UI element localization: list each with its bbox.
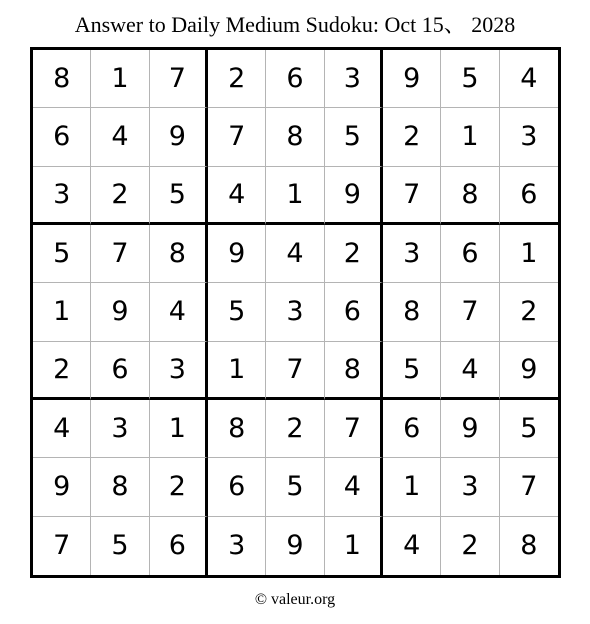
sudoku-cell[interactable]: 8 [441, 167, 499, 225]
sudoku-cell[interactable]: 1 [383, 458, 441, 516]
sudoku-cell[interactable]: 6 [441, 225, 499, 283]
sudoku-cell[interactable]: 2 [208, 50, 266, 108]
sudoku-cell[interactable]: 2 [91, 167, 149, 225]
sudoku-cell[interactable]: 9 [500, 342, 558, 400]
sudoku-cell[interactable]: 5 [208, 283, 266, 341]
copyright-footer: © valeur.org [254, 591, 336, 608]
sudoku-cell[interactable]: 5 [33, 225, 91, 283]
sudoku-cell[interactable]: 4 [150, 283, 208, 341]
sudoku-cell[interactable]: 5 [325, 108, 383, 166]
sudoku-cell[interactable]: 1 [325, 517, 383, 575]
sudoku-board [30, 47, 561, 578]
sudoku-cell[interactable]: 2 [266, 400, 324, 458]
sudoku-cell[interactable]: 8 [325, 342, 383, 400]
sudoku-cell[interactable]: 6 [208, 458, 266, 516]
sudoku-cell[interactable]: 9 [266, 517, 324, 575]
sudoku-cell[interactable]: 3 [91, 400, 149, 458]
sudoku-cell[interactable]: 8 [208, 400, 266, 458]
sudoku-cell[interactable]: 7 [325, 400, 383, 458]
sudoku-cell[interactable]: 6 [500, 167, 558, 225]
sudoku-cell[interactable]: 7 [91, 225, 149, 283]
sudoku-cell[interactable]: 5 [150, 167, 208, 225]
sudoku-cell[interactable]: 5 [383, 342, 441, 400]
sudoku-cell[interactable]: 1 [208, 342, 266, 400]
sudoku-cell[interactable]: 4 [383, 517, 441, 575]
sudoku-cell[interactable]: 7 [441, 283, 499, 341]
sudoku-cell[interactable]: 2 [441, 517, 499, 575]
sudoku-cell[interactable]: 4 [500, 50, 558, 108]
sudoku-cell[interactable]: 7 [266, 342, 324, 400]
sudoku-cell[interactable]: 3 [441, 458, 499, 516]
sudoku-cell[interactable]: 5 [500, 400, 558, 458]
sudoku-cell[interactable]: 3 [383, 225, 441, 283]
sudoku-cell[interactable]: 4 [441, 342, 499, 400]
sudoku-cell[interactable]: 6 [266, 50, 324, 108]
sudoku-cell[interactable]: 8 [383, 283, 441, 341]
sudoku-cell[interactable]: 1 [266, 167, 324, 225]
sudoku-cell[interactable]: 9 [33, 458, 91, 516]
sudoku-cell[interactable]: 3 [33, 167, 91, 225]
sudoku-cell[interactable]: 3 [500, 108, 558, 166]
sudoku-cell[interactable]: 1 [91, 50, 149, 108]
sudoku-cell[interactable]: 5 [441, 50, 499, 108]
sudoku-cell[interactable]: 1 [500, 225, 558, 283]
sudoku-cell[interactable]: 6 [325, 283, 383, 341]
sudoku-cell[interactable]: 1 [150, 400, 208, 458]
sudoku-cell[interactable]: 7 [500, 458, 558, 516]
sudoku-cell[interactable]: 8 [150, 225, 208, 283]
sudoku-cell[interactable]: 5 [266, 458, 324, 516]
sudoku-cell[interactable]: 1 [33, 283, 91, 341]
page-title: Answer to Daily Medium Sudoku: Oct 15、 2028 [74, 12, 516, 37]
sudoku-cell[interactable]: 8 [266, 108, 324, 166]
sudoku-cell[interactable]: 6 [383, 400, 441, 458]
sudoku-cell[interactable]: 7 [383, 167, 441, 225]
sudoku-cell[interactable]: 9 [441, 400, 499, 458]
sudoku-cell[interactable]: 4 [266, 225, 324, 283]
sudoku-cell[interactable]: 8 [520, 530, 538, 562]
sudoku-cell[interactable]: 2 [150, 458, 208, 516]
sudoku-cell[interactable]: 4 [91, 108, 149, 166]
sudoku-cell[interactable]: 9 [150, 108, 208, 166]
sudoku-cell[interactable]: 5 [91, 517, 149, 575]
sudoku-cell[interactable]: 7 [150, 50, 208, 108]
sudoku-cell[interactable]: 7 [33, 517, 91, 575]
sudoku-cell[interactable]: 2 [33, 342, 91, 400]
sudoku-cell[interactable]: 4 [325, 458, 383, 516]
sudoku-cell[interactable]: 9 [383, 50, 441, 108]
sudoku-cell[interactable]: 4 [208, 167, 266, 225]
sudoku-cell[interactable]: 6 [91, 342, 149, 400]
sudoku-cell[interactable]: 2 [325, 225, 383, 283]
sudoku-cell[interactable]: 6 [33, 108, 91, 166]
sudoku-cell[interactable]: 2 [500, 283, 558, 341]
sudoku-cell[interactable]: 9 [208, 225, 266, 283]
sudoku-cell[interactable]: 3 [150, 342, 208, 400]
sudoku-cell[interactable]: 7 [208, 108, 266, 166]
sudoku-cell[interactable]: 3 [325, 50, 383, 108]
sudoku-cell[interactable]: 8 [33, 50, 91, 108]
sudoku-cell[interactable]: 9 [325, 167, 383, 225]
sudoku-cell[interactable]: 4 [33, 400, 91, 458]
sudoku-cell[interactable]: 3 [208, 517, 266, 575]
sudoku-cell[interactable]: 3 [266, 283, 324, 341]
sudoku-cell[interactable]: 2 [383, 108, 441, 166]
sudoku-cell[interactable]: 9 [91, 283, 149, 341]
sudoku-cell[interactable]: 1 [441, 108, 499, 166]
sudoku-cell[interactable]: 6 [150, 517, 208, 575]
sudoku-cell[interactable]: 8 [91, 458, 149, 516]
